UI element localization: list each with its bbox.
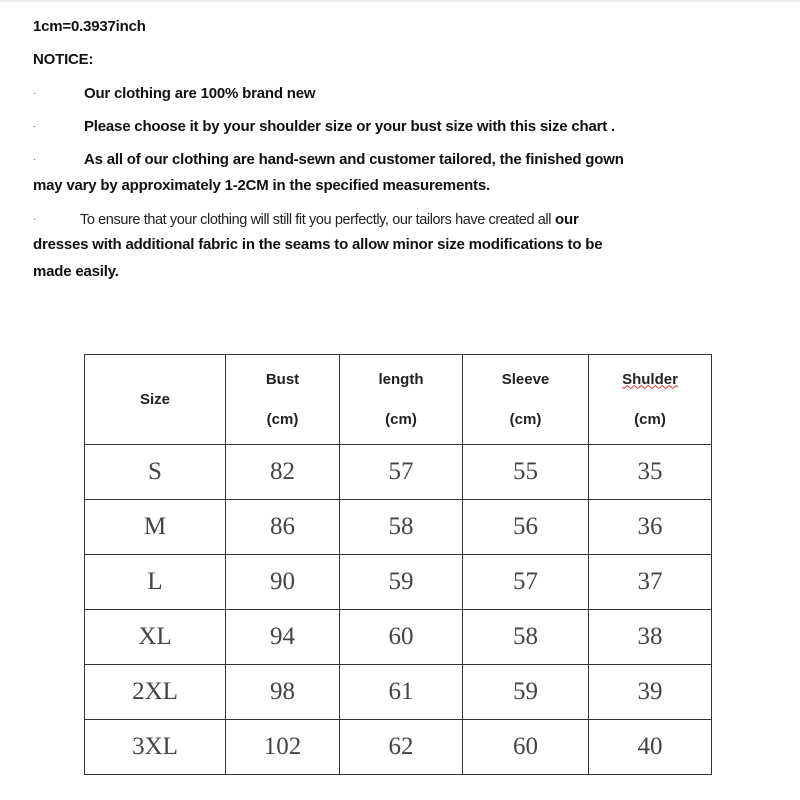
cell-size: M — [85, 500, 226, 555]
header-shoulder: Shulder (cm) — [589, 355, 712, 445]
notice-item-4-text: To ensure that your clothing will still fit you perfectly, our tailors have created all — [80, 212, 552, 228]
header-sleeve: Sleeve (cm) — [463, 355, 589, 445]
cell-bust: 98 — [226, 665, 340, 720]
table-row — [85, 500, 712, 555]
cell-shoulder: 40 — [589, 720, 712, 775]
cell-length: 57 — [340, 445, 463, 500]
notice-item-1: Our clothing are 100% brand new — [84, 85, 316, 102]
cell-size: L — [85, 555, 226, 610]
cell-shoulder: 36 — [589, 500, 712, 555]
cell-bust: 82 — [226, 445, 340, 500]
cell-size: 2XL — [85, 665, 226, 720]
notice-heading: NOTICE: — [33, 51, 94, 68]
cell-length: 62 — [340, 720, 463, 775]
table-row — [85, 445, 712, 500]
bullet-mark: · — [33, 88, 37, 99]
notice-item-2: Please choose it by your shoulder size or your bust size with this size chart . — [84, 118, 616, 135]
bullet-mark: · — [33, 214, 37, 225]
cell-shoulder: 38 — [589, 610, 712, 665]
notice-item-3-cont: may vary by approximately 1-2CM in the specified measurements. — [33, 177, 490, 194]
cell-length: 60 — [340, 610, 463, 665]
cell-length: 61 — [340, 665, 463, 720]
size-chart-table — [84, 354, 712, 775]
notice-item-4-tail: our — [555, 211, 579, 228]
cell-shoulder: 35 — [589, 445, 712, 500]
cell-length: 58 — [340, 500, 463, 555]
bullet-mark: · — [33, 121, 37, 132]
table-row — [85, 720, 712, 775]
header-length: length (cm) — [340, 355, 463, 445]
conversion-note: 1cm=0.3937inch — [33, 18, 146, 35]
cell-size: S — [85, 445, 226, 500]
header-size: Size — [85, 355, 226, 445]
cell-sleeve: 58 — [463, 610, 589, 665]
notice-item-4 — [80, 211, 579, 228]
cell-length: 59 — [340, 555, 463, 610]
table-header-row — [85, 355, 712, 445]
cell-sleeve: 57 — [463, 555, 589, 610]
table-row — [85, 665, 712, 720]
cell-bust: 94 — [226, 610, 340, 665]
cell-bust: 86 — [226, 500, 340, 555]
cell-shoulder: 39 — [589, 665, 712, 720]
cell-bust: 102 — [226, 720, 340, 775]
table-row — [85, 610, 712, 665]
notice-item-4-cont2: made easily. — [33, 263, 119, 280]
cell-bust: 90 — [226, 555, 340, 610]
cell-sleeve: 60 — [463, 720, 589, 775]
cell-sleeve: 59 — [463, 665, 589, 720]
top-border — [0, 0, 800, 2]
cell-sleeve: 55 — [463, 445, 589, 500]
table-row — [85, 555, 712, 610]
notice-item-4-cont: dresses with additional fabric in the seams to allow minor size modifications to be — [33, 236, 603, 253]
cell-sleeve: 56 — [463, 500, 589, 555]
cell-size: 3XL — [85, 720, 226, 775]
header-bust: Bust (cm) — [226, 355, 340, 445]
cell-shoulder: 37 — [589, 555, 712, 610]
cell-size: XL — [85, 610, 226, 665]
notice-item-3: As all of our clothing are hand-sewn and customer tailored, the finished gown — [84, 151, 624, 168]
bullet-mark: · — [33, 154, 37, 165]
